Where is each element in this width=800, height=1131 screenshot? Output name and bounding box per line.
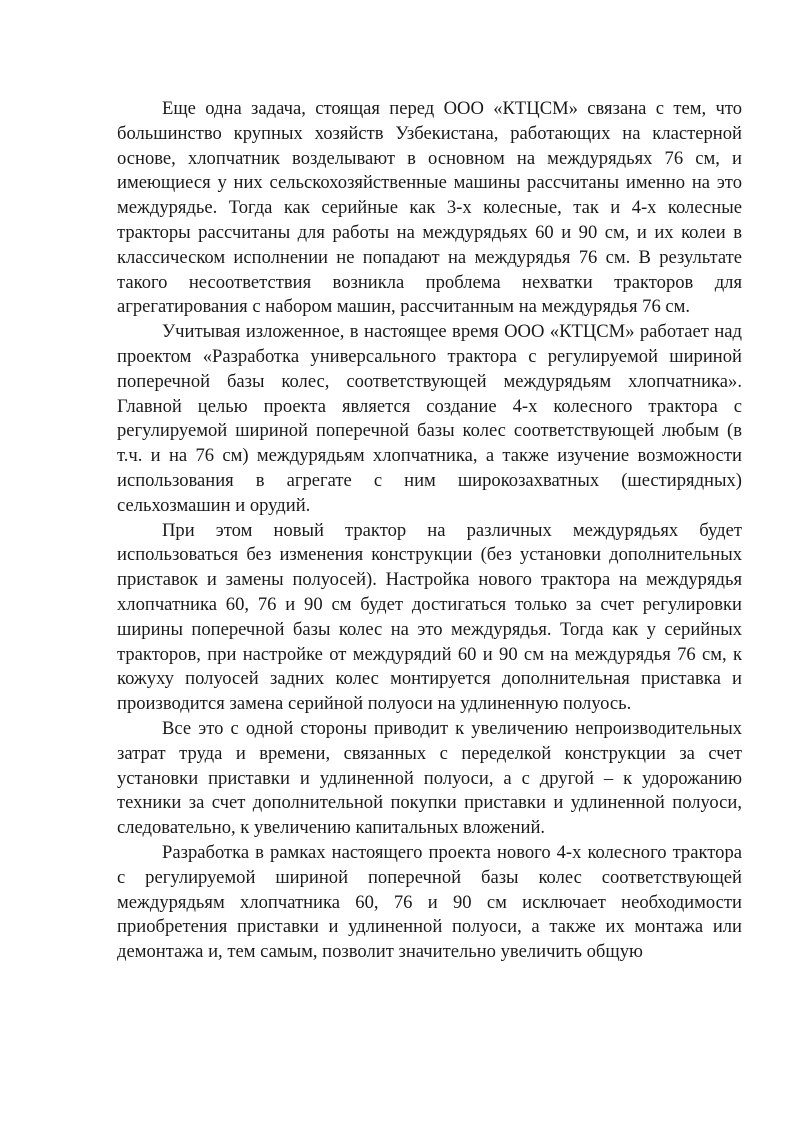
paragraph-4: Все это с одной стороны приводит к увеличению непроизводительных затрат труда и времени, связанных с переделкой конструкции за счет установки приставки и удлиненной полуоси, а с другой – к удорожанию техники за счет дополнительной покупки приставки и удлиненной полуоси, следовательно, к увеличению капитальных вложений. xyxy=(117,717,742,839)
paragraph-2: Учитывая изложенное, в настоящее время ООО «КТЦСМ» работает над проектом «Разработка универсального трактора с регулируемой шириной поперечной базы колес, соответствующей междурядьям хлопчатника». Главной целью проекта является создание 4-х колесного трактора с регулируемой шириной поперечной базы колес соответствующей любым (в т.ч. и на 76 см) междурядьям хлопчатника, а также изучение возможности использования в агрегате с ним широкозахватных (шестирядных) сельхозмашин и орудий. xyxy=(117,321,742,516)
document-body xyxy=(117,97,742,965)
paragraph-3: При этом новый трактор на различных междурядьях будет использоваться без изменения конструкции (без установки дополнительных приставок и замены полуосей). Настройка нового трактора на междурядья хлопчатника 60, 76 и 90 см будет достигаться только за счет регулировки ширины поперечной базы колес на это междурядья. Тогда как у серийных тракторов, при настройке от междурядий 60 и 90 см на междурядья 76 см, к кожуху полуосей задних колес монтируется дополнительная приставка и производится замена серийной полуоси на удлиненную полуось. xyxy=(117,519,742,715)
paragraph-5: Разработка в рамках настоящего проекта нового 4-х колесного трактора с регулируемой шириной поперечной базы колес соответствующей междурядьям хлопчатника 60, 76 и 90 см исключает необходимости приобретения приставки и удлиненной полуоси, а также их монтажа или демонтажа и, тем самым, позволит значительно увеличить общую xyxy=(117,841,742,963)
paragraph-1: Еще одна задача, стоящая перед ООО «КТЦСМ» связана с тем, что большинство крупных хозяйств Узбекистана, работающих на кластерной основе, хлопчатник возделывают в основном на междурядьях 76 см, и имеющиеся у них сельскохозяйственные машины рассчитаны именно на это междурядье. Тогда как серийные как 3-х колесные, так и 4-х колесные тракторы рассчитаны для работы на междурядьях 60 и 90 см, и их колеи в классическом исполнении не попадают на междурядья 76 см. В результате такого несоответствия возникла проблема нехватки тракторов для агрегатирования с набором машин, рассчитанным на междурядья 76 см. xyxy=(117,98,742,318)
